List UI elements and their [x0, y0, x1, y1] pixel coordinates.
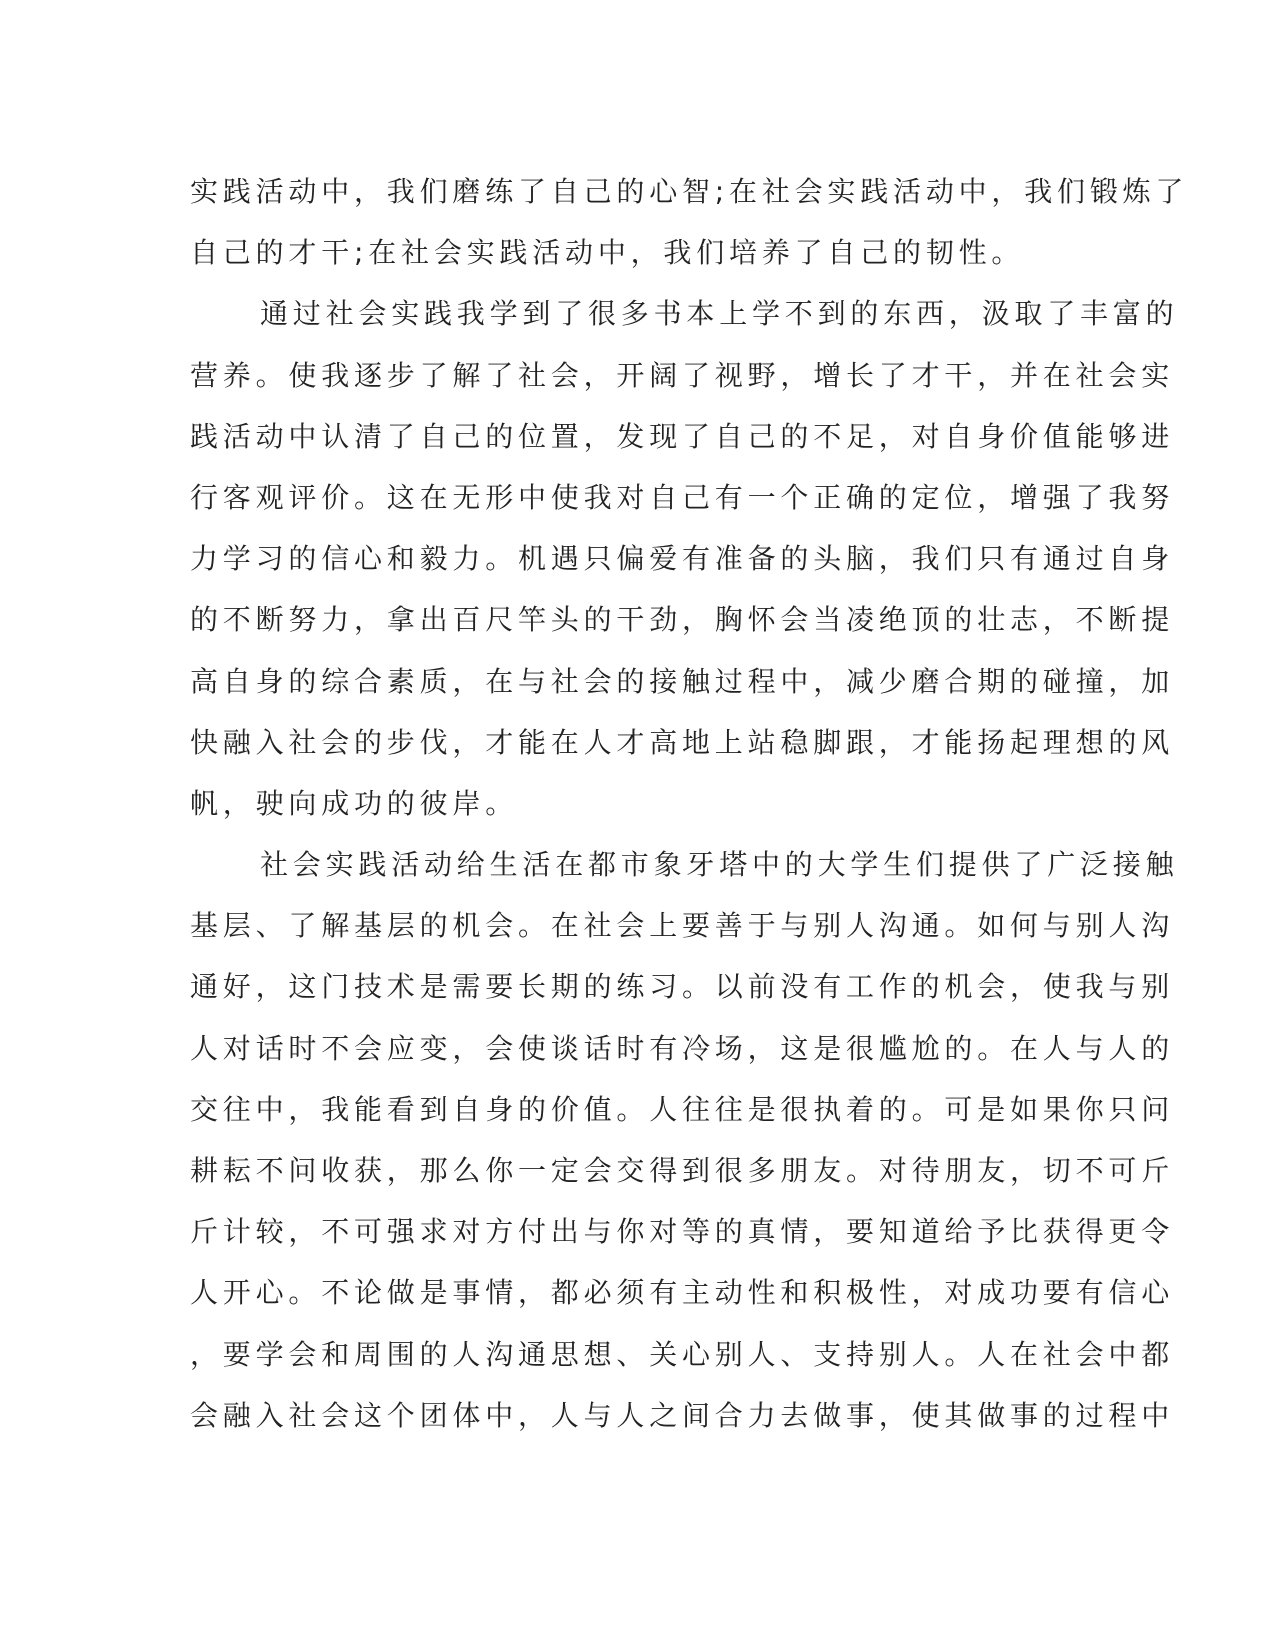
paragraph-first-line: 通过社会实践我学到了很多书本上学不到的东西，汲取了丰富的 — [260, 297, 1179, 331]
text-line: 通好，这门技术是需要长期的练习。以前没有工作的机会，使我与别 — [190, 970, 1175, 1004]
text-line: 营养。使我逐步了解了社会，开阔了视野，增长了才干，并在社会实 — [190, 358, 1175, 392]
text-line: 快融入社会的步伐，才能在人才高地上站稳脚跟，才能扬起理想的风 — [190, 725, 1175, 759]
text-line: 高自身的综合素质，在与社会的接触过程中，减少磨合期的碰撞，加 — [190, 664, 1175, 698]
text-line: 行客观评价。这在无形中使我对自己有一个正确的定位，增强了我努 — [190, 480, 1175, 514]
paragraph-first-line: 社会实践活动给生活在都市象牙塔中的大学生们提供了广泛接触 — [260, 848, 1179, 882]
text-line: 交往中，我能看到自身的价值。人往往是很执着的。可是如果你只问 — [190, 1092, 1175, 1126]
text-line: ，要学会和周围的人沟通思想、关心别人、支持别人。人在社会中都 — [190, 1337, 1175, 1371]
text-line: 力学习的信心和毅力。机遇只偏爱有准备的头脑，我们只有通过自身 — [190, 542, 1175, 576]
text-line: 践活动中认清了自己的位置，发现了自己的不足，对自身价值能够进 — [190, 419, 1175, 453]
text-line: 会融入社会这个团体中，人与人之间合力去做事，使其做事的过程中 — [190, 1398, 1175, 1432]
text-line: 基层、了解基层的机会。在社会上要善于与别人沟通。如何与别人沟 — [190, 909, 1175, 943]
text-line: 实践活动中，我们磨练了自己的心智;在社会实践活动中，我们锻炼了 — [190, 175, 1189, 208]
text-line: 的不断努力，拿出百尺竿头的干劲，胸怀会当凌绝顶的壮志，不断提 — [190, 603, 1175, 637]
text-line: 人对话时不会应变，会使谈话时有冷场，这是很尴尬的。在人与人的 — [190, 1031, 1175, 1065]
text-line: 耕耘不问收获，那么你一定会交得到很多朋友。对待朋友，切不可斤 — [190, 1154, 1175, 1187]
text-line: 自己的才干;在社会实践活动中，我们培养了自己的韧性。 — [190, 236, 1025, 270]
text-line: 人开心。不论做是事情，都必须有主动性和积极性，对成功要有信心 — [190, 1276, 1175, 1310]
text-line: 帆，驶向成功的彼岸。 — [190, 786, 519, 820]
text-line: 斤计较，不可强求对方付出与你对等的真情，要知道给予比获得更令 — [190, 1215, 1175, 1249]
body-text — [190, 161, 1189, 1446]
